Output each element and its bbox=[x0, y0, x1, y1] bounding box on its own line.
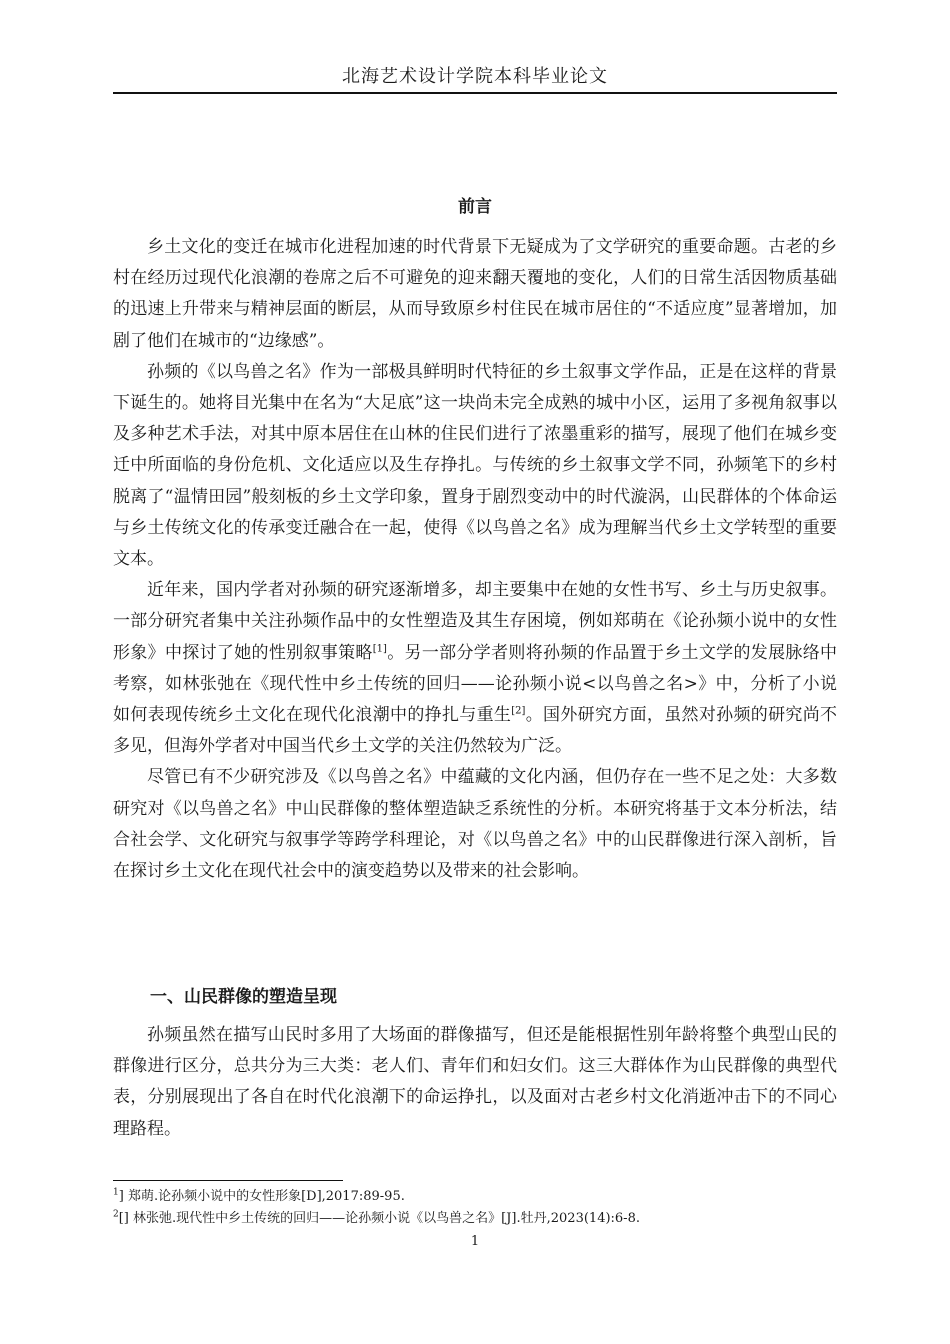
citation-ref-1[interactable]: [1] bbox=[372, 642, 387, 654]
preface-title: 前言 bbox=[458, 197, 492, 217]
footnotes bbox=[113, 1186, 837, 1230]
preface-paragraph-2: 孙频的《以鸟兽之名》作为一部极具鲜明时代特征的乡土叙事文学作品，正是在这样的背景下诞生的。她将目光集中在名为“大足底”这一块尚未完全成熟的城中小区，运用了多视角叙事以及多种艺术手法，对其中原本居住在山林的住民们进行了浓墨重彩的描写，展现了他们在城乡变迁中所面临的身份危机、文化适应以及生存挣扎。与传统的乡土叙事文学不同，孙频笔下的乡村脱离了“温情田园”般刻板的乡土文学印象，置身于剧烈变动中的时代漩涡，山民群体的个体命运与乡土传统文化的传承变迁融合在一起，使得《以鸟兽之名》成为理解当代乡土文学转型的重要文本。 bbox=[113, 361, 837, 570]
paragraph-3-part-1: 近年来，国内学者对孙频的研究逐渐增多，却主要集中在她的女性书写、乡土与历史叙事。一部分研究者集中关注孙频作品中的女性塑造及其生存困境，例如郑萌在《论孙频小说中的女性形象》中探讨了她的性别叙事策略 bbox=[113, 580, 837, 663]
footnote-mark: 2 bbox=[113, 1209, 119, 1220]
footnote-mark: 1 bbox=[113, 1187, 119, 1198]
paragraph-3-part-3: 。国外研究方面，虽然对孙频的研究尚不多见，但海外学者对中国当代乡土文学的关注仍然较为广泛。 bbox=[113, 705, 838, 757]
preface-paragraph-3 bbox=[113, 575, 837, 762]
footnote-text: [] 林张弛.现代性中乡土传统的回归——论孙频小说《以鸟兽之名》[J].牡丹,2023(14):6-8. bbox=[118, 1211, 640, 1226]
section-body bbox=[113, 1020, 837, 1145]
running-header: 北海艺术设计学院本科毕业论文 bbox=[342, 66, 608, 87]
preface-paragraph-4: 尽管已有不少研究涉及《以鸟兽之名》中蕴藏的文化内涵，但仍存在一些不足之处：大多数研究对《以鸟兽之名》中山民群像的整体塑造缺乏系统性的分析。本研究将基于文本分析法，结合社会学、文化研究与叙事学等跨学科理论，对《以鸟兽之名》中的山民群像进行深入剖析，旨在探讨乡土文化在现代社会中的演变趋势以及带来的社会影响。 bbox=[113, 767, 837, 882]
section-heading: 一、山民群像的塑造呈现 bbox=[150, 987, 337, 1007]
header-rule bbox=[113, 92, 837, 94]
citation-ref-2[interactable]: [2] bbox=[511, 705, 526, 717]
preface-body bbox=[113, 232, 837, 887]
page-number: 1 bbox=[470, 1234, 480, 1249]
section-paragraph: 孙频虽然在描写山民时多用了大场面的群像描写，但还是能根据性别年龄将整个典型山民的群像进行区分，总共分为三大类：老人们、青年们和妇女们。这三大群体作为山民群像的典型代表，分别展现出了各自在时代化浪潮下的命运挣扎，以及面对古老乡村文化消逝冲击下的不同心理路程。 bbox=[113, 1025, 837, 1139]
preface-paragraph-1: 乡土文化的变迁在城市化进程加速的时代背景下无疑成为了文学研究的重要命题。古老的乡村在经历过现代化浪潮的卷席之后不可避免的迎来翻天覆地的变化，人们的日常生活因物质基础的迅速上升带来与精神层面的断层，从而导致原乡村住民在城市居住的“不适应度”显著增加，加剧了他们在城市的“边缘感”。 bbox=[113, 237, 837, 351]
footnote-rule bbox=[113, 1180, 343, 1181]
footnote-text: ] 郑萌.论孙频小说中的女性形象[D],2017:89-95. bbox=[118, 1189, 405, 1204]
footnote-1 bbox=[113, 1186, 837, 1208]
footnote-2 bbox=[113, 1208, 837, 1230]
paragraph-3-part-2: 。另一部分学者则将孙频的作品置于乡土文学的发展脉络中考察，如林张弛在《现代性中乡土传统的回归——论孙频小说<以鸟兽之名>》中，分析了小说如何表现传统乡土文化在现代化浪潮中的挣扎与重生 bbox=[113, 642, 838, 726]
